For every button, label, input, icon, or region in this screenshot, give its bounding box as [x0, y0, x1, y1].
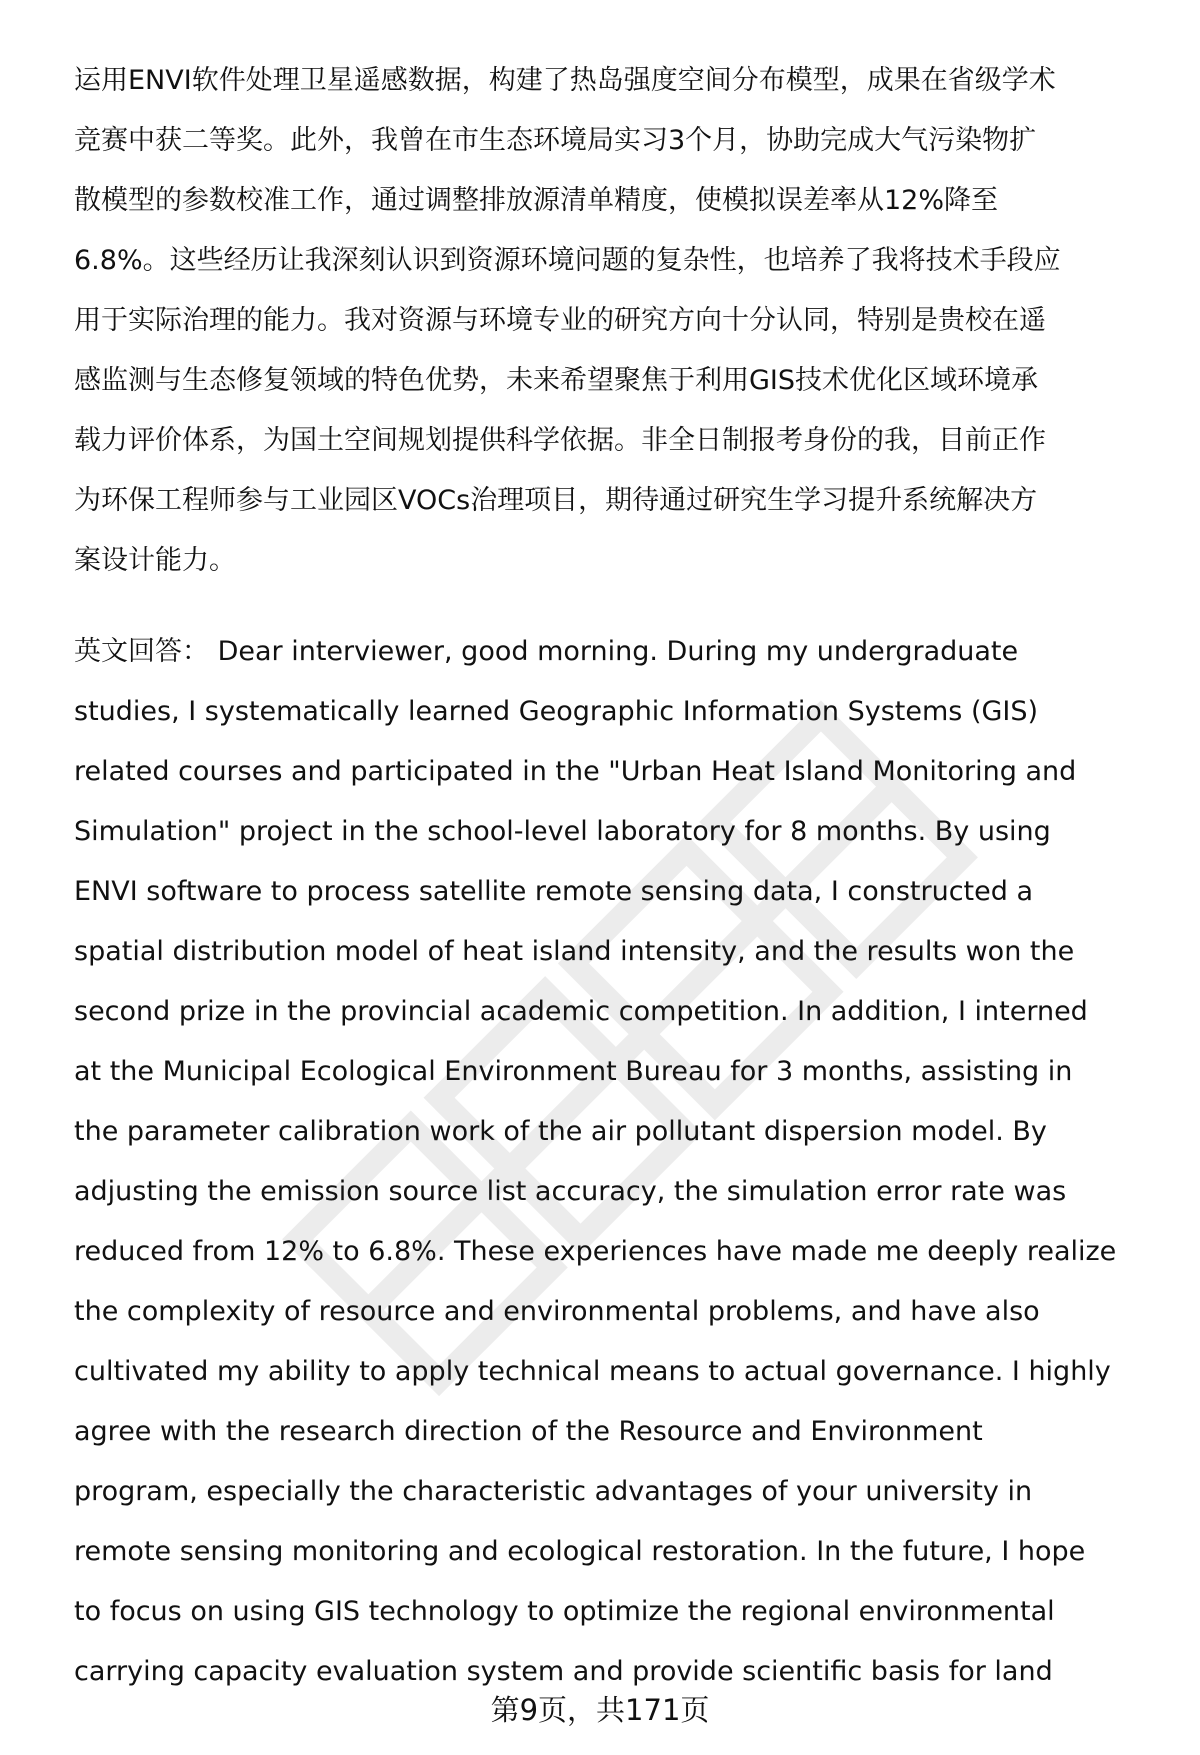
- page-number-footer: 第9页，共171页: [490, 1693, 710, 1727]
- text-line: 为环保工程师参与工业园区VOCs治理项目，期待通过研究生学习提升系统解决方: [74, 485, 1038, 516]
- text-line: adjusting the emission source list accuracy, the simulation error rate was: [74, 1176, 1067, 1207]
- text-line: studies, I systematically learned Geographic Information Systems (GIS): [74, 696, 1039, 727]
- english-answer-paragraph: [74, 622, 1164, 1702]
- text-line: at the Municipal Ecological Environment Bureau for 3 months, assisting in: [74, 1056, 1073, 1087]
- text-line: reduced from 12% to 6.8%. These experiences have made me deeply realize: [74, 1236, 1117, 1267]
- text-line: remote sensing monitoring and ecological restoration. In the future, I hope: [74, 1536, 1086, 1567]
- text-line: 载力评价体系，为国土空间规划提供科学依据。非全日制报考身份的我，目前正作: [74, 425, 1046, 456]
- text-line: 英文回答： Dear interviewer, good morning. During my undergraduate: [74, 636, 1019, 667]
- text-line: program, especially the characteristic advantages of your university in: [74, 1476, 1033, 1507]
- text-line: agree with the research direction of the Resource and Environment: [74, 1416, 983, 1447]
- text-line: 散模型的参数校准工作，通过调整排放源清单精度，使模拟误差率从12%降至: [74, 185, 999, 216]
- text-line: 感监测与生态修复领域的特色优势，未来希望聚焦于利用GIS技术优化区域环境承: [74, 365, 1039, 396]
- text-line: the parameter calibration work of the air pollutant dispersion model. By: [74, 1116, 1047, 1147]
- text-line: related courses and participated in the "Urban Heat Island Monitoring and: [74, 756, 1077, 787]
- text-line: 案设计能力。: [74, 545, 236, 576]
- text-line: 运用ENVI软件处理卫星遥感数据，构建了热岛强度空间分布模型，成果在省级学术: [74, 65, 1056, 96]
- text-line: 竞赛中获二等奖。此外，我曾在市生态环境局实习3个月，协助完成大气污染物扩: [74, 125, 1037, 156]
- text-line: second prize in the provincial academic competition. In addition, I interned: [74, 996, 1088, 1027]
- text-line: to focus on using GIS technology to optimize the regional environmental: [74, 1596, 1055, 1627]
- text-line: 用于实际治理的能力。我对资源与环境专业的研究方向十分认同，特别是贵校在遥: [74, 305, 1046, 336]
- text-line: 6.8%。这些经历让我深刻认识到资源环境问题的复杂性，也培养了我将技术手段应: [74, 245, 1061, 276]
- text-line: cultivated my ability to apply technical means to actual governance. I highly: [74, 1356, 1111, 1387]
- text-line: spatial distribution model of heat island intensity, and the results won the: [74, 936, 1075, 967]
- chinese-answer-paragraph: [74, 51, 1164, 591]
- text-line: Simulation" project in the school-level laboratory for 8 months. By using: [74, 816, 1051, 847]
- text-line: carrying capacity evaluation system and provide scientific basis for land: [74, 1656, 1053, 1687]
- text-line: ENVI software to process satellite remote sensing data, I constructed a: [74, 876, 1034, 907]
- text-line: the complexity of resource and environmental problems, and have also: [74, 1296, 1040, 1327]
